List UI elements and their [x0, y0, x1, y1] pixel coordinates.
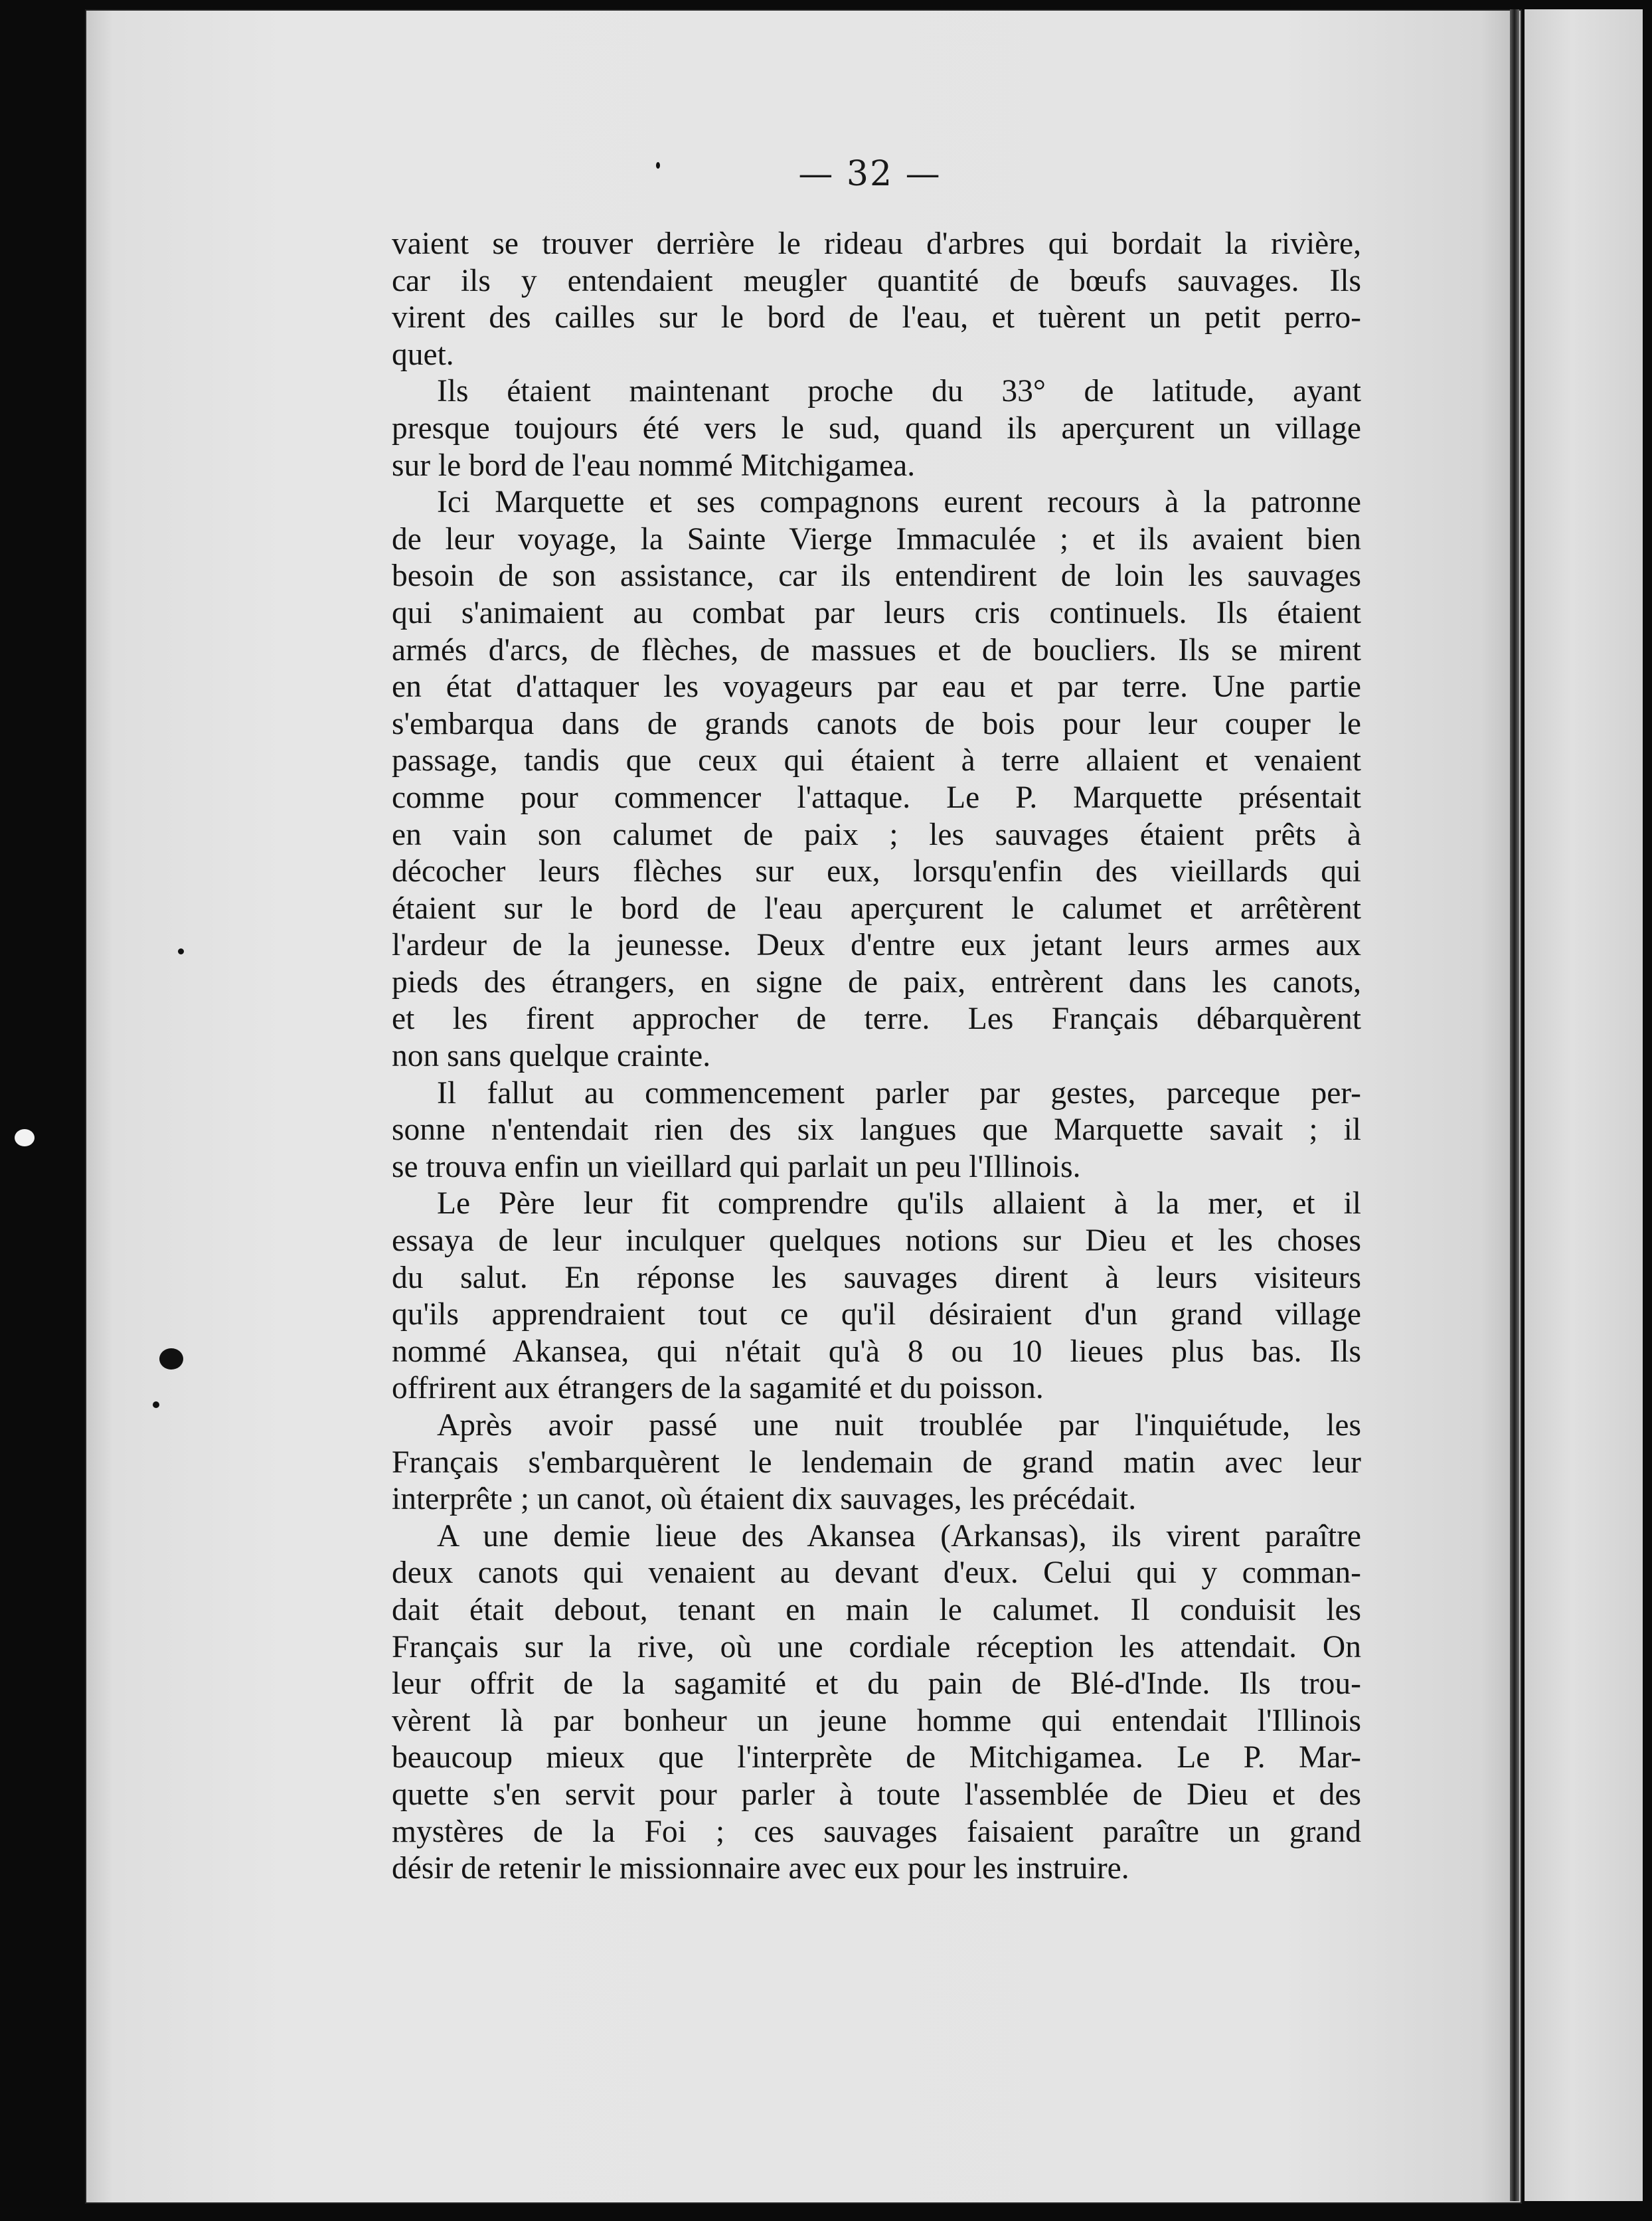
text-line: sonne n'entendait rien des six langues que Marquette savait ; il — [392, 1112, 1361, 1148]
text-line: s'embarqua dans de grands canots de bois pour leur couper le — [392, 706, 1361, 741]
text-line: quette s'en servit pour parler à toute l'assemblée de Dieu et des — [392, 1777, 1361, 1812]
text-line: en état d'attaquer les voyageurs par eau et par terre. Une partie — [392, 669, 1361, 705]
text-line: en vain son calumet de paix ; les sauvages étaient prêts à — [392, 817, 1361, 852]
text-line: deux canots qui venaient au devant d'eux. Celui qui y comman- — [392, 1555, 1361, 1591]
text-line: essaya de leur inculquer quelques notions sur Dieu et les choses — [392, 1223, 1361, 1259]
text-line: leur offrit de la sagamité et du pain de Blé-d'Inde. Ils trou- — [392, 1666, 1361, 1702]
text-line: l'ardeur de la jeunesse. Deux d'entre eux jetant leurs armes aux — [392, 928, 1361, 963]
text-line: sur le bord de l'eau nommé Mitchigamea. — [392, 448, 916, 483]
text-line: qu'ils apprendraient tout ce qu'il désiraient d'un grand village — [392, 1297, 1361, 1332]
scan-speck — [153, 1401, 159, 1408]
text-line: dait était debout, tenant en main le calumet. Il conduisit les — [392, 1592, 1361, 1627]
text-line: presque toujours été vers le sud, quand ils aperçurent un village — [392, 410, 1361, 446]
scan-speck — [159, 1348, 183, 1370]
text-line: Le Père leur fit comprendre qu'ils allaient à la mer, et il — [437, 1186, 1361, 1221]
scan-speck — [178, 948, 184, 954]
text-line: nommé Akansea, qui n'était qu'à 8 ou 10 lieues plus bas. Ils — [392, 1334, 1361, 1369]
page-number-header: — 32 — — [798, 154, 942, 194]
text-line: beaucoup mieux que l'interprète de Mitchigamea. Le P. Mar- — [392, 1740, 1361, 1775]
text-line: qui s'animaient au combat par leurs cris continuels. Ils étaient — [392, 595, 1361, 630]
text-line: mystères de la Foi ; ces sauvages faisaient paraître un grand — [392, 1814, 1361, 1849]
text-line: Français sur la rive, où une cordiale réception les attendait. On — [392, 1629, 1361, 1664]
text-line: car ils y entendaient meugler quantité de bœufs sauvages. Ils — [392, 263, 1361, 298]
text-line: Français s'embarquèrent le lendemain de grand matin avec leur — [392, 1445, 1361, 1480]
adjacent-page-edge — [1525, 9, 1643, 2201]
text-line: vaient se trouver derrière le rideau d'arbres qui bordait la rivière, — [392, 226, 1361, 261]
page-fold — [1510, 9, 1519, 2201]
text-line: Ici Marquette et ses compagnons eurent recours à la patronne — [437, 485, 1361, 520]
text-line: et les firent approcher de terre. Les Français débarquèrent — [392, 1002, 1361, 1037]
text-line: quet. — [392, 337, 454, 372]
text-line: offrirent aux étrangers de la sagamité et du poisson. — [392, 1371, 1044, 1406]
text-line: vèrent là par bonheur un jeune homme qui entendait l'Illinois — [392, 1703, 1361, 1738]
text-line: passage, tandis que ceux qui étaient à terre allaient et venaient — [392, 743, 1361, 778]
text-line: étaient sur le bord de l'eau aperçurent le calumet et arrêtèrent — [392, 891, 1361, 926]
scan-speck — [656, 162, 660, 169]
body-text — [392, 226, 1361, 1888]
text-line: interprête ; un canot, où étaient dix sauvages, les précédait. — [392, 1482, 1137, 1517]
scan-speck — [15, 1129, 35, 1146]
text-line: Ils étaient maintenant proche du 33° de latitude, ayant — [437, 374, 1361, 409]
text-line: armés d'arcs, de flèches, de massues et de boucliers. Ils se mirent — [392, 632, 1361, 667]
text-line: besoin de son assistance, car ils entendirent de loin les sauvages — [392, 559, 1361, 594]
text-line: désir de retenir le missionnaire avec eux pour les instruire. — [392, 1851, 1129, 1886]
text-line: A une demie lieue des Akansea (Arkansas), ils virent paraître — [437, 1518, 1361, 1554]
text-line: non sans quelque crainte. — [392, 1039, 711, 1074]
text-line: Après avoir passé une nuit troublée par l'inquiétude, les — [437, 1408, 1361, 1443]
text-line: virent des cailles sur le bord de l'eau, et tuèrent un petit perro- — [392, 300, 1361, 335]
text-line: pieds des étrangers, en signe de paix, entrèrent dans les canots, — [392, 964, 1361, 1000]
text-line: du salut. En réponse les sauvages dirent à leurs visiteurs — [392, 1260, 1361, 1295]
text-line: Il fallut au commencement parler par gestes, parceque per- — [437, 1075, 1361, 1110]
text-line: comme pour commencer l'attaque. Le P. Marquette présentait — [392, 780, 1361, 815]
text-line: se trouva enfin un vieillard qui parlait un peu l'Illinois. — [392, 1149, 1081, 1184]
text-line: décocher leurs flèches sur eux, lorsqu'enfin des vieillards qui — [392, 854, 1361, 889]
text-line: de leur voyage, la Sainte Vierge Immaculée ; et ils avaient bien — [392, 521, 1361, 557]
